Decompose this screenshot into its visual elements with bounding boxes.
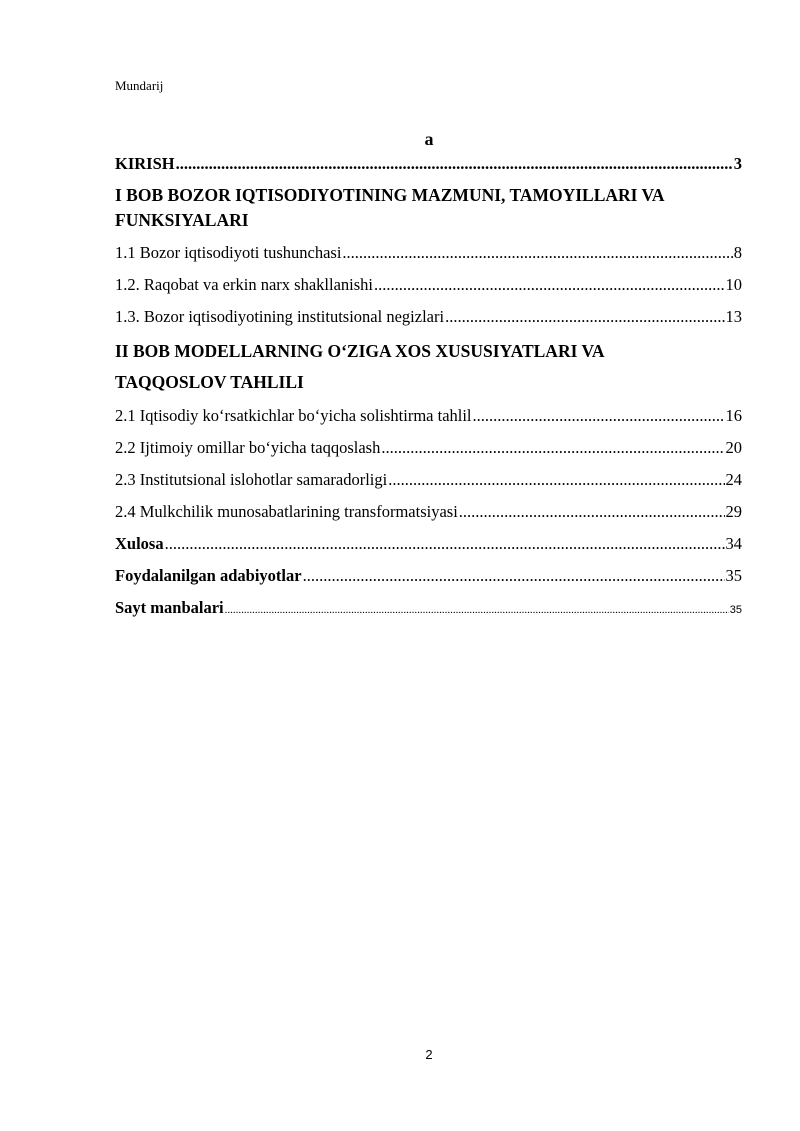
toc-entry-label: Foydalanilgan adabiyotlar [115,566,302,585]
chapter-title-line-2: TAQQOSLOV TAHLILI [115,372,304,392]
toc-entry-2-4[interactable] [115,500,742,523]
chapter-title-line-2: FUNKSIYALARI [115,210,249,230]
table-of-contents [115,152,742,622]
toc-entry-label: KIRISH [115,154,175,173]
leader-dots [473,404,725,427]
toc-title: a [424,129,434,149]
leader-dots [225,599,729,622]
leader-dots [165,532,725,555]
toc-entry-page: 3 [733,154,742,173]
toc-chapter-1[interactable] [115,183,742,233]
toc-entry-page: 16 [725,406,742,425]
toc-entry-label: Xulosa [115,534,164,553]
toc-entry-1-3[interactable] [115,305,742,328]
toc-entry-label: 2.4 Mulkchilik munosabatlarining transformatsiyasi [115,502,458,521]
toc-entry-page: 35 [729,604,742,616]
toc-entry-1-2[interactable] [115,273,742,296]
leader-dots [381,436,724,459]
toc-entry-xulosa[interactable] [115,532,742,555]
leader-dots [388,468,724,491]
toc-entry-2-3[interactable] [115,468,742,491]
toc-entry-label: 1.1 Bozor iqtisodiyoti tushunchasi [115,243,342,262]
chapter-title-line-1: I BOB BOZOR IQTISODIYOTINING MAZMUNI, TAMOYILLARI VA [115,185,665,205]
toc-entry-page: 29 [725,502,742,521]
toc-entry-label: Sayt manbalari [115,598,224,617]
leader-dots [445,305,724,328]
leader-dots [303,564,725,587]
toc-entry-label: 1.2. Raqobat va erkin narx shakllanishi [115,275,373,294]
toc-entry-page: 10 [725,275,742,294]
toc-entry-sayt-manbalari[interactable] [115,596,742,622]
toc-entry-page: 24 [725,470,742,489]
toc-entry-1-1[interactable] [115,241,742,264]
toc-chapter-2[interactable] [115,336,742,398]
toc-entry-label: 2.3 Institutsional islohotlar samaradorligi [115,470,388,489]
toc-entry-label: 2.1 Iqtisodiy ko‘rsatkichlar bo‘yicha solishtirma tahlil [115,406,472,425]
leader-dots [176,152,733,175]
toc-entry-page: 8 [733,243,742,262]
toc-entry-adabiyotlar[interactable] [115,564,742,587]
page-number: 2 [425,1047,433,1062]
toc-entry-page: 35 [725,566,742,585]
leader-dots [342,241,732,264]
toc-entry-2-1[interactable] [115,404,742,427]
toc-entry-2-2[interactable] [115,436,742,459]
header-label: Mundarij [115,78,164,93]
toc-entry-page: 34 [725,534,742,553]
leader-dots [459,500,725,523]
chapter-title-line-1: II BOB MODELLARNING O‘ZIGA XOS XUSUSIYATLARI VA [115,341,605,361]
toc-entry-page: 20 [725,438,742,457]
toc-entry-label: 2.2 Ijtimoiy omillar bo‘yicha taqqoslash [115,438,381,457]
toc-entry-kirish[interactable] [115,152,742,175]
toc-entry-label: 1.3. Bozor iqtisodiyotining institutsional negizlari [115,307,445,326]
toc-entry-page: 13 [725,307,742,326]
leader-dots [374,273,725,296]
